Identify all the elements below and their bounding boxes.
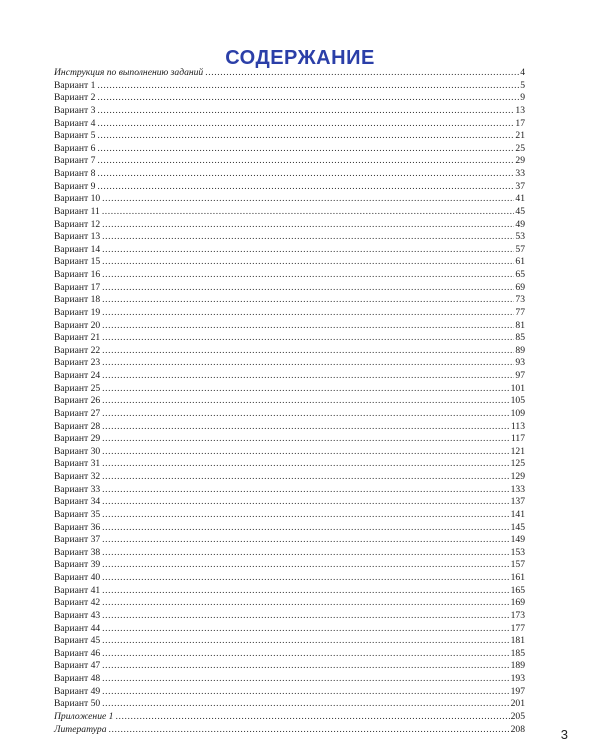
toc-entry[interactable] xyxy=(54,484,525,497)
dot-leader xyxy=(102,509,509,522)
dot-leader xyxy=(97,105,514,118)
toc-entry-page: 17 xyxy=(515,117,525,129)
toc-entry-page: 25 xyxy=(515,142,525,154)
toc-entry[interactable] xyxy=(54,219,525,232)
toc-entry-page: 133 xyxy=(510,483,525,495)
dot-leader xyxy=(97,130,514,143)
toc-entry-label: Вариант 4 xyxy=(54,117,96,129)
dot-leader xyxy=(102,597,509,610)
toc-entry-label: Вариант 32 xyxy=(54,471,101,482)
dot-leader xyxy=(102,559,509,572)
toc-entry[interactable] xyxy=(54,244,525,257)
toc-entry-page: 41 xyxy=(515,193,525,205)
toc-entry-page: 129 xyxy=(510,471,525,482)
toc-entry-label: Инструкция по выполнению заданий xyxy=(54,67,204,78)
toc-entry-page: 141 xyxy=(510,508,525,520)
toc-entry-page: 37 xyxy=(515,180,525,192)
dot-leader xyxy=(102,231,514,244)
toc-entry-page: 97 xyxy=(515,370,525,381)
toc-entry-label: Вариант 45 xyxy=(54,635,101,647)
dot-leader xyxy=(102,383,509,396)
toc-entry[interactable] xyxy=(54,673,525,686)
toc-entry[interactable] xyxy=(54,118,525,131)
dot-leader xyxy=(102,572,509,585)
dot-leader xyxy=(102,269,514,282)
toc-entry-page: 45 xyxy=(515,205,525,217)
toc-entry[interactable] xyxy=(54,168,525,181)
dot-leader xyxy=(102,547,509,560)
dot-leader xyxy=(102,345,514,358)
dot-leader xyxy=(102,496,509,509)
toc-entry-label: Вариант 31 xyxy=(54,458,101,470)
dot-leader xyxy=(102,256,514,269)
dot-leader xyxy=(102,635,509,648)
toc-entry-page: 81 xyxy=(515,319,525,331)
toc-entry-label: Вариант 13 xyxy=(54,231,101,243)
toc-entry[interactable] xyxy=(54,433,525,446)
dot-leader xyxy=(102,219,514,232)
toc-entry-page: 169 xyxy=(510,597,525,609)
toc-entry-label: Вариант 5 xyxy=(54,130,96,142)
toc-entry[interactable] xyxy=(54,332,525,345)
toc-entry-label: Приложение 1 xyxy=(54,710,114,722)
toc-entry[interactable] xyxy=(54,294,525,307)
dot-leader xyxy=(102,307,514,320)
toc-entry-page: 153 xyxy=(510,546,525,558)
toc-entry-page: 9 xyxy=(520,92,525,104)
toc-entry[interactable] xyxy=(54,256,525,269)
toc-entry-page: 161 xyxy=(510,572,525,583)
toc-entry[interactable] xyxy=(54,559,525,572)
toc-entry-label: Вариант 27 xyxy=(54,407,101,419)
toc-entry-label: Вариант 18 xyxy=(54,294,101,306)
toc-entry-label: Вариант 40 xyxy=(54,572,101,583)
toc-entry[interactable] xyxy=(54,446,525,459)
toc-entry[interactable] xyxy=(54,572,525,585)
toc-entry-page: 65 xyxy=(515,269,525,280)
toc-entry[interactable] xyxy=(54,698,525,711)
dot-leader xyxy=(102,282,514,295)
toc-entry[interactable] xyxy=(54,231,525,244)
dot-leader xyxy=(102,446,509,459)
dot-leader xyxy=(102,484,509,497)
toc-entry-label: Вариант 41 xyxy=(54,584,101,596)
toc-entry-page: 193 xyxy=(510,673,525,684)
toc-entry[interactable] xyxy=(54,408,525,421)
toc-entry-label: Вариант 8 xyxy=(54,168,96,179)
dot-leader xyxy=(102,522,509,535)
dot-leader xyxy=(102,471,509,484)
toc-entry[interactable] xyxy=(54,357,525,370)
toc-entry-label: Вариант 2 xyxy=(54,92,96,104)
toc-entry-label: Вариант 19 xyxy=(54,306,101,318)
dot-leader xyxy=(102,421,510,434)
toc-entry-page: 149 xyxy=(510,534,525,546)
dot-leader xyxy=(102,193,514,206)
toc-entry[interactable] xyxy=(54,80,525,93)
toc-entry[interactable] xyxy=(54,648,525,661)
toc-entry[interactable] xyxy=(54,181,525,194)
toc-entry-page: 85 xyxy=(515,332,525,344)
toc-entry-label: Вариант 15 xyxy=(54,256,101,268)
toc-entry-label: Вариант 38 xyxy=(54,546,101,558)
toc-entry-page: 33 xyxy=(515,168,525,179)
dot-leader xyxy=(102,534,509,547)
toc-entry[interactable] xyxy=(54,585,525,598)
toc-entry[interactable] xyxy=(54,724,525,737)
dot-leader xyxy=(102,698,509,711)
toc-entry-page: 109 xyxy=(510,407,525,419)
toc-entry-label: Вариант 16 xyxy=(54,269,101,280)
dot-leader xyxy=(102,206,515,219)
dot-leader xyxy=(102,458,509,471)
dot-leader xyxy=(102,623,509,636)
dot-leader xyxy=(109,724,510,737)
toc-entry-label: Вариант 23 xyxy=(54,357,101,369)
toc-entry-label: Вариант 44 xyxy=(54,622,101,634)
toc-entry-label: Вариант 48 xyxy=(54,673,101,684)
toc-entry[interactable] xyxy=(54,130,525,143)
toc-entry-page: 173 xyxy=(510,609,525,621)
toc-entry-page: 57 xyxy=(515,243,525,255)
toc-entry[interactable] xyxy=(54,547,525,560)
toc-entry-page: 197 xyxy=(510,685,525,697)
dot-leader xyxy=(102,660,509,673)
toc-entry-page: 189 xyxy=(510,660,525,672)
toc-entry-page: 4 xyxy=(520,67,525,78)
toc-entry-label: Вариант 37 xyxy=(54,534,101,546)
dot-leader xyxy=(97,143,514,156)
dot-leader xyxy=(97,181,514,194)
toc-entry-page: 113 xyxy=(510,420,525,432)
dot-leader xyxy=(97,155,514,168)
toc-entry-page: 105 xyxy=(510,395,525,407)
dot-leader xyxy=(205,67,519,80)
toc-entry-label: Вариант 9 xyxy=(54,180,96,192)
toc-entry-label: Вариант 35 xyxy=(54,508,101,520)
toc-entry-label: Вариант 34 xyxy=(54,496,101,508)
toc-entry[interactable] xyxy=(54,345,525,358)
toc-entry-label: Вариант 7 xyxy=(54,155,96,167)
toc-entry[interactable] xyxy=(54,686,525,699)
toc-entry-page: 137 xyxy=(510,496,525,508)
toc-entry[interactable] xyxy=(54,370,525,383)
toc-entry-page: 208 xyxy=(510,723,525,735)
page-title: СОДЕРЖАНИЕ xyxy=(225,47,375,70)
dot-leader xyxy=(97,118,514,131)
dot-leader xyxy=(102,686,509,699)
toc-entry[interactable] xyxy=(54,307,525,320)
toc-entry-page: 29 xyxy=(515,155,525,167)
toc-entry-label: Литература xyxy=(54,723,107,735)
toc-entry-page: 205 xyxy=(510,710,525,722)
toc-entry-label: Вариант 49 xyxy=(54,685,101,697)
toc-entry[interactable] xyxy=(54,509,525,522)
toc-entry-page: 89 xyxy=(515,344,525,356)
toc-entry-page: 73 xyxy=(515,294,525,306)
toc-entry-label: Вариант 29 xyxy=(54,433,101,445)
toc-entry[interactable] xyxy=(54,155,525,168)
toc-entry[interactable] xyxy=(54,471,525,484)
toc-entry-page: 93 xyxy=(515,357,525,369)
toc-entry[interactable] xyxy=(54,67,525,80)
toc-entry-label: Вариант 14 xyxy=(54,243,101,255)
toc-entry[interactable] xyxy=(54,92,525,105)
toc-entry[interactable] xyxy=(54,282,525,295)
toc-entry-label: Вариант 39 xyxy=(54,559,101,571)
dot-leader xyxy=(102,648,509,661)
toc-entry[interactable] xyxy=(54,421,525,434)
toc-entry-page: 145 xyxy=(510,521,525,533)
toc-entry-label: Вариант 25 xyxy=(54,382,101,394)
toc-entry[interactable] xyxy=(54,623,525,636)
toc-entry[interactable] xyxy=(54,206,525,219)
toc-entry[interactable] xyxy=(54,105,525,118)
toc-entry-page: 165 xyxy=(510,584,525,596)
toc-entry-label: Вариант 33 xyxy=(54,483,101,495)
toc-entry-page: 69 xyxy=(515,281,525,293)
toc-entry-page: 5 xyxy=(520,79,525,91)
toc-entry-label: Вариант 50 xyxy=(54,698,101,710)
toc-entry-page: 121 xyxy=(510,445,525,457)
toc-entry-page: 61 xyxy=(515,256,525,268)
toc-entry-label: Вариант 1 xyxy=(54,79,96,91)
toc-entry-label: Вариант 12 xyxy=(54,218,101,230)
toc-entry[interactable] xyxy=(54,383,525,396)
toc-entry-page: 201 xyxy=(510,698,525,710)
toc-entry[interactable] xyxy=(54,458,525,471)
dot-leader xyxy=(102,585,509,598)
toc-entry-label: Вариант 46 xyxy=(54,647,101,659)
dot-leader xyxy=(115,711,509,724)
dot-leader xyxy=(97,92,519,105)
dot-leader xyxy=(102,332,514,345)
toc-entry[interactable] xyxy=(54,143,525,156)
toc-entry-label: Вариант 26 xyxy=(54,395,101,407)
dot-leader xyxy=(102,357,514,370)
toc-entry-label: Вариант 24 xyxy=(54,370,101,381)
toc-entry-page: 101 xyxy=(510,382,525,394)
toc-entry-page: 13 xyxy=(515,104,525,116)
dot-leader xyxy=(102,610,509,623)
dot-leader xyxy=(102,395,509,408)
toc-entry-label: Вариант 28 xyxy=(54,420,101,432)
table-of-contents xyxy=(54,67,525,736)
toc-entry[interactable] xyxy=(54,660,525,673)
toc-entry-label: Вариант 36 xyxy=(54,521,101,533)
toc-entry-label: Вариант 30 xyxy=(54,445,101,457)
toc-entry[interactable] xyxy=(54,711,525,724)
toc-entry[interactable] xyxy=(54,269,525,282)
toc-entry-label: Вариант 22 xyxy=(54,344,101,356)
toc-entry[interactable] xyxy=(54,320,525,333)
toc-entry-page: 49 xyxy=(515,218,525,230)
page-number: 3 xyxy=(560,727,568,742)
toc-entry[interactable] xyxy=(54,534,525,547)
dot-leader xyxy=(102,370,514,383)
toc-entry-page: 157 xyxy=(510,559,525,571)
toc-entry-label: Вариант 11 xyxy=(54,205,100,217)
toc-entry-page: 77 xyxy=(515,306,525,318)
toc-entry-page: 125 xyxy=(510,458,525,470)
toc-entry[interactable] xyxy=(54,635,525,648)
toc-entry-label: Вариант 10 xyxy=(54,193,101,205)
toc-entry-page: 117 xyxy=(510,433,525,445)
toc-entry-label: Вариант 3 xyxy=(54,104,96,116)
toc-entry[interactable] xyxy=(54,597,525,610)
toc-entry[interactable] xyxy=(54,395,525,408)
toc-entry[interactable] xyxy=(54,610,525,623)
toc-entry-page: 21 xyxy=(515,130,525,142)
toc-entry-label: Вариант 6 xyxy=(54,142,96,154)
dot-leader xyxy=(102,244,514,257)
toc-entry[interactable] xyxy=(54,522,525,535)
toc-entry-label: Вариант 47 xyxy=(54,660,101,672)
dot-leader xyxy=(102,294,514,307)
toc-entry-page: 185 xyxy=(510,647,525,659)
dot-leader xyxy=(102,408,509,421)
dot-leader xyxy=(102,433,510,446)
toc-entry-page: 177 xyxy=(510,622,525,634)
toc-entry-label: Вариант 17 xyxy=(54,281,101,293)
dot-leader xyxy=(102,320,514,333)
toc-entry-page: 53 xyxy=(515,231,525,243)
toc-entry-page: 181 xyxy=(510,635,525,647)
dot-leader xyxy=(97,168,514,181)
toc-entry-label: Вариант 43 xyxy=(54,609,101,621)
toc-entry-label: Вариант 21 xyxy=(54,332,101,344)
toc-entry[interactable] xyxy=(54,193,525,206)
toc-entry-label: Вариант 42 xyxy=(54,597,101,609)
toc-entry[interactable] xyxy=(54,496,525,509)
dot-leader xyxy=(97,80,519,93)
dot-leader xyxy=(102,673,509,686)
toc-entry-label: Вариант 20 xyxy=(54,319,101,331)
